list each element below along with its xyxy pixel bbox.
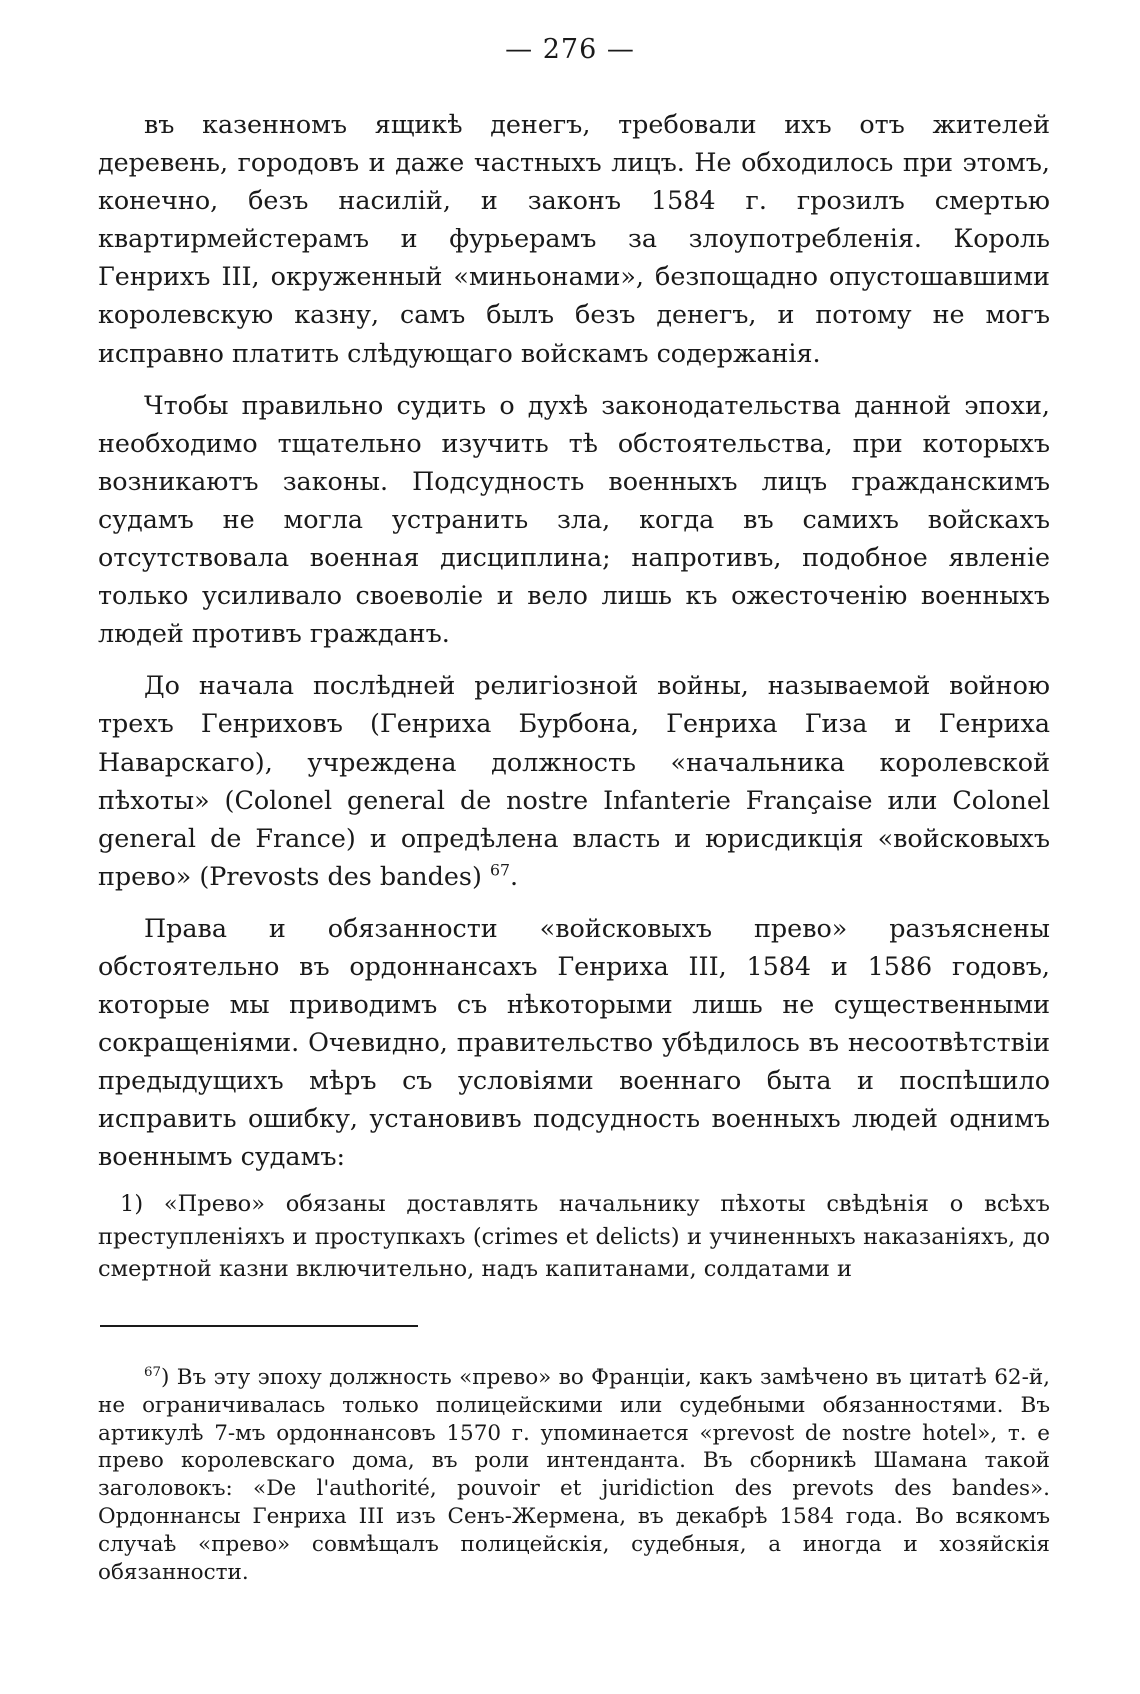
footnote-paragraph bbox=[98, 1364, 1050, 1586]
page-number: — 276 — bbox=[505, 34, 635, 65]
paragraph-4: Права и обязанности «войсковыхъ прево» разъяснены обстоятельно въ ордоннансахъ Генриха III, 1584 и 1586 годовъ, которые мы приводимъ съ нѣкоторыми лишь не существенными сокращеніями. Очевидно, правительство убѣдилось въ несоотвѣтствіи предыдущихъ мѣръ съ условіями военнаго быта и поспѣшило исправить ошибку, установивъ подсудность военныхъ людей однимъ военнымъ судамъ: bbox=[98, 912, 1050, 1172]
footnote bbox=[98, 1364, 1050, 1586]
paragraph-3-text: До начала послѣдней религіозной войны, называемой войною трехъ Генриховъ (Генриха Бурбона, Генриха Гиза и Генриха Наварскаго), учреждена должность «начальника королевской пѣхоты» (Colonel general de nostre Infanterie Française или Colonel general de France) и опредѣлена власть и юрисдикція «войсковыхъ прево» (Prevosts des bandes) bbox=[98, 670, 1050, 891]
paragraph-2: Чтобы правильно судить о духѣ законодательства данной эпохи, необходимо тщательно изучить тѣ обстоятельства, при которыхъ возникаютъ законы. Подсудность военныхъ лицъ гражданскимъ судамъ не могла устранить зла, когда въ самихъ войскахъ отсутствовала военная дисциплина; напротивъ, подобное явленіе только усиливало своеволіе и вело лишь къ ожесточенію военныхъ людей противъ гражданъ. bbox=[98, 389, 1050, 649]
footnote-body: ) Въ эту эпоху должность «прево» во Франціи, какъ замѣчено въ цитатѣ 62-й, не ограничивалась только полицейскими или судебными обязанностями. Въ артикулѣ 7-мъ ордоннансовъ 1570 г. упоминается «prevost de nostre hotel», т. е прево королевскаго дома, въ роли интенданта. Въ сборникѣ Шамана такой заголовокъ: «De l'authorité, pouvoir et juridiction des prevots des bandes». Ордоннансы Генриха III изъ Сенъ-Жермена, въ декабрѣ 1584 года. Во всякомъ случаѣ «прево» совмѣщалъ полицейскія, судебныя, а иногда и хозяйскія обязанности. bbox=[98, 1365, 1050, 1585]
list-item-1: 1) «Прево» обязаны доставлять начальнику пѣхоты свѣдѣнія о всѣхъ преступленіяхъ и проступкахъ (crimes et delicts) и учиненныхъ наказаніяхъ, до смертной казни включительно, надъ капитанами, солдатами и bbox=[98, 1191, 1050, 1282]
paragraph-1: въ казенномъ ящикѣ денегъ, требовали ихъ отъ жителей деревень, городовъ и даже частныхъ лицъ. Не обходилось при этомъ, конечно, безъ насилій, и законъ 1584 г. грозилъ смертью квартирмейстерамъ и фурьерамъ за злоупотребленія. Король Генрихъ III, окруженный «миньонами», безпощадно опустошавшими королевскую казну, самъ былъ безъ денегъ, и потому не могъ исправно платить слѣдующаго войскамъ содержанія. bbox=[98, 109, 1050, 368]
footnote-divider bbox=[100, 1325, 418, 1327]
footnote-marker: 67 bbox=[144, 1364, 161, 1380]
numbered-list bbox=[98, 1188, 1050, 1286]
main-text bbox=[98, 105, 1050, 1190]
footnote-reference[interactable]: 67 bbox=[489, 860, 510, 880]
footnote-reference-suffix: . bbox=[509, 860, 519, 891]
paragraph-3 bbox=[98, 666, 1050, 895]
